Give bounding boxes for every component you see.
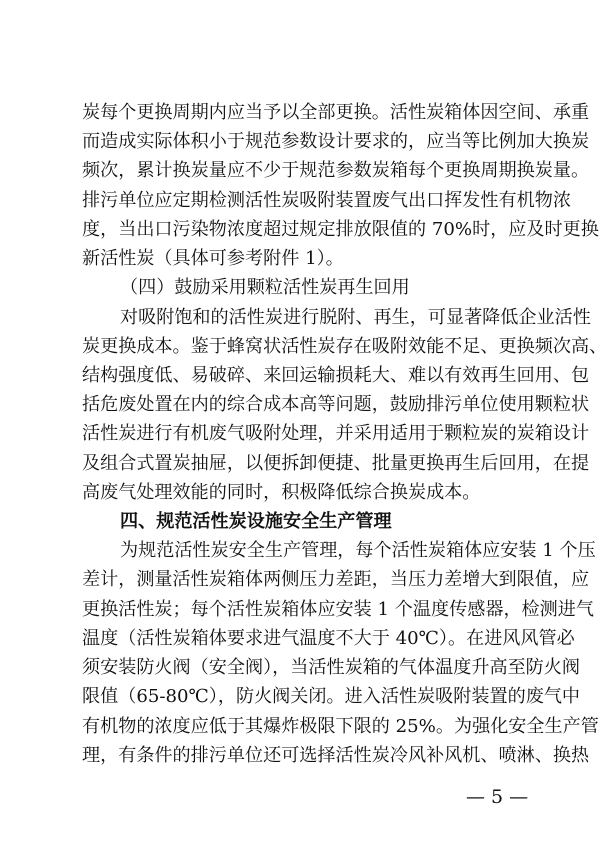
body-line: 更换活性炭；每个活性炭箱体应安装 1 个温度传感器，检测进气 <box>82 598 594 620</box>
body-line: 高废气处理效能的同时，积极降低综合换炭成本。 <box>82 481 481 503</box>
subsection-heading: （四）鼓励采用颗粒活性炭再生回用 <box>120 277 410 299</box>
body-line: 频次，累计换炭量应不少于规范参数炭箱每个更换周期换炭量。 <box>82 160 590 182</box>
body-line: 温度（活性炭箱体要求进气温度不大于 40℃）。在进风风管必 <box>82 627 575 649</box>
body-line: 炭每个更换周期内应当予以全部更换。活性炭箱体因空间、承重 <box>82 102 590 123</box>
section-heading: 四、规范活性炭设施安全生产管理 <box>120 511 392 533</box>
body-line: 结构强度低、易破碎、来回运输损耗大、难以有效再生回用、包 <box>82 364 590 386</box>
body-line: 而造成实际体积小于规范参数设计要求的，应当等比例加大换炭 <box>82 131 590 153</box>
body-line: 排污单位应定期检测活性炭吸附装置废气出口挥发性有机物浓 <box>82 189 571 211</box>
page-number: — 5 — <box>466 786 529 808</box>
body-line: 限值（65-80℃），防火阀关闭。进入活性炭吸附装置的废气中 <box>82 686 581 708</box>
body-line: 度，当出口污染物浓度超过规定排放限值的 70%时，应及时更换 <box>82 218 599 240</box>
body-line: 活性炭进行有机废气吸附处理，并采用适用于颗粒炭的炭箱设计 <box>82 423 590 445</box>
body-line: 括危废处置在内的综合成本高等问题，鼓励排污单位使用颗粒状 <box>82 394 590 416</box>
body-line: 炭更换成本。鉴于蜂窝状活性炭存在吸附效能不足、更换频次高、 <box>82 335 607 357</box>
body-line: 及组合式置炭抽屉，以便拆卸便捷、批量更换再生后回用，在提 <box>82 452 590 474</box>
body-line: 有机物的浓度应低于其爆炸极限下限的 25%。为强化安全生产管 <box>82 715 599 737</box>
paragraph-first-line: 为规范活性炭安全生产管理，每个活性炭箱体应安装 1 个压 <box>120 540 596 562</box>
paragraph-first-line: 对吸附饱和的活性炭进行脱附、再生，可显著降低企业活性 <box>120 306 591 328</box>
body-line: 理，有条件的排污单位还可选择活性炭冷风补风机、喷淋、换热 <box>82 744 590 766</box>
body-line: 须安装防火阀（安全阀），当活性炭箱的气体温度升高至防火阀 <box>82 657 581 679</box>
body-line: 新活性炭（具体可参考附件 1）。 <box>82 248 344 270</box>
body-line: 差计，测量活性炭箱体两侧压力差距，当压力差增大到限值，应 <box>82 569 590 591</box>
